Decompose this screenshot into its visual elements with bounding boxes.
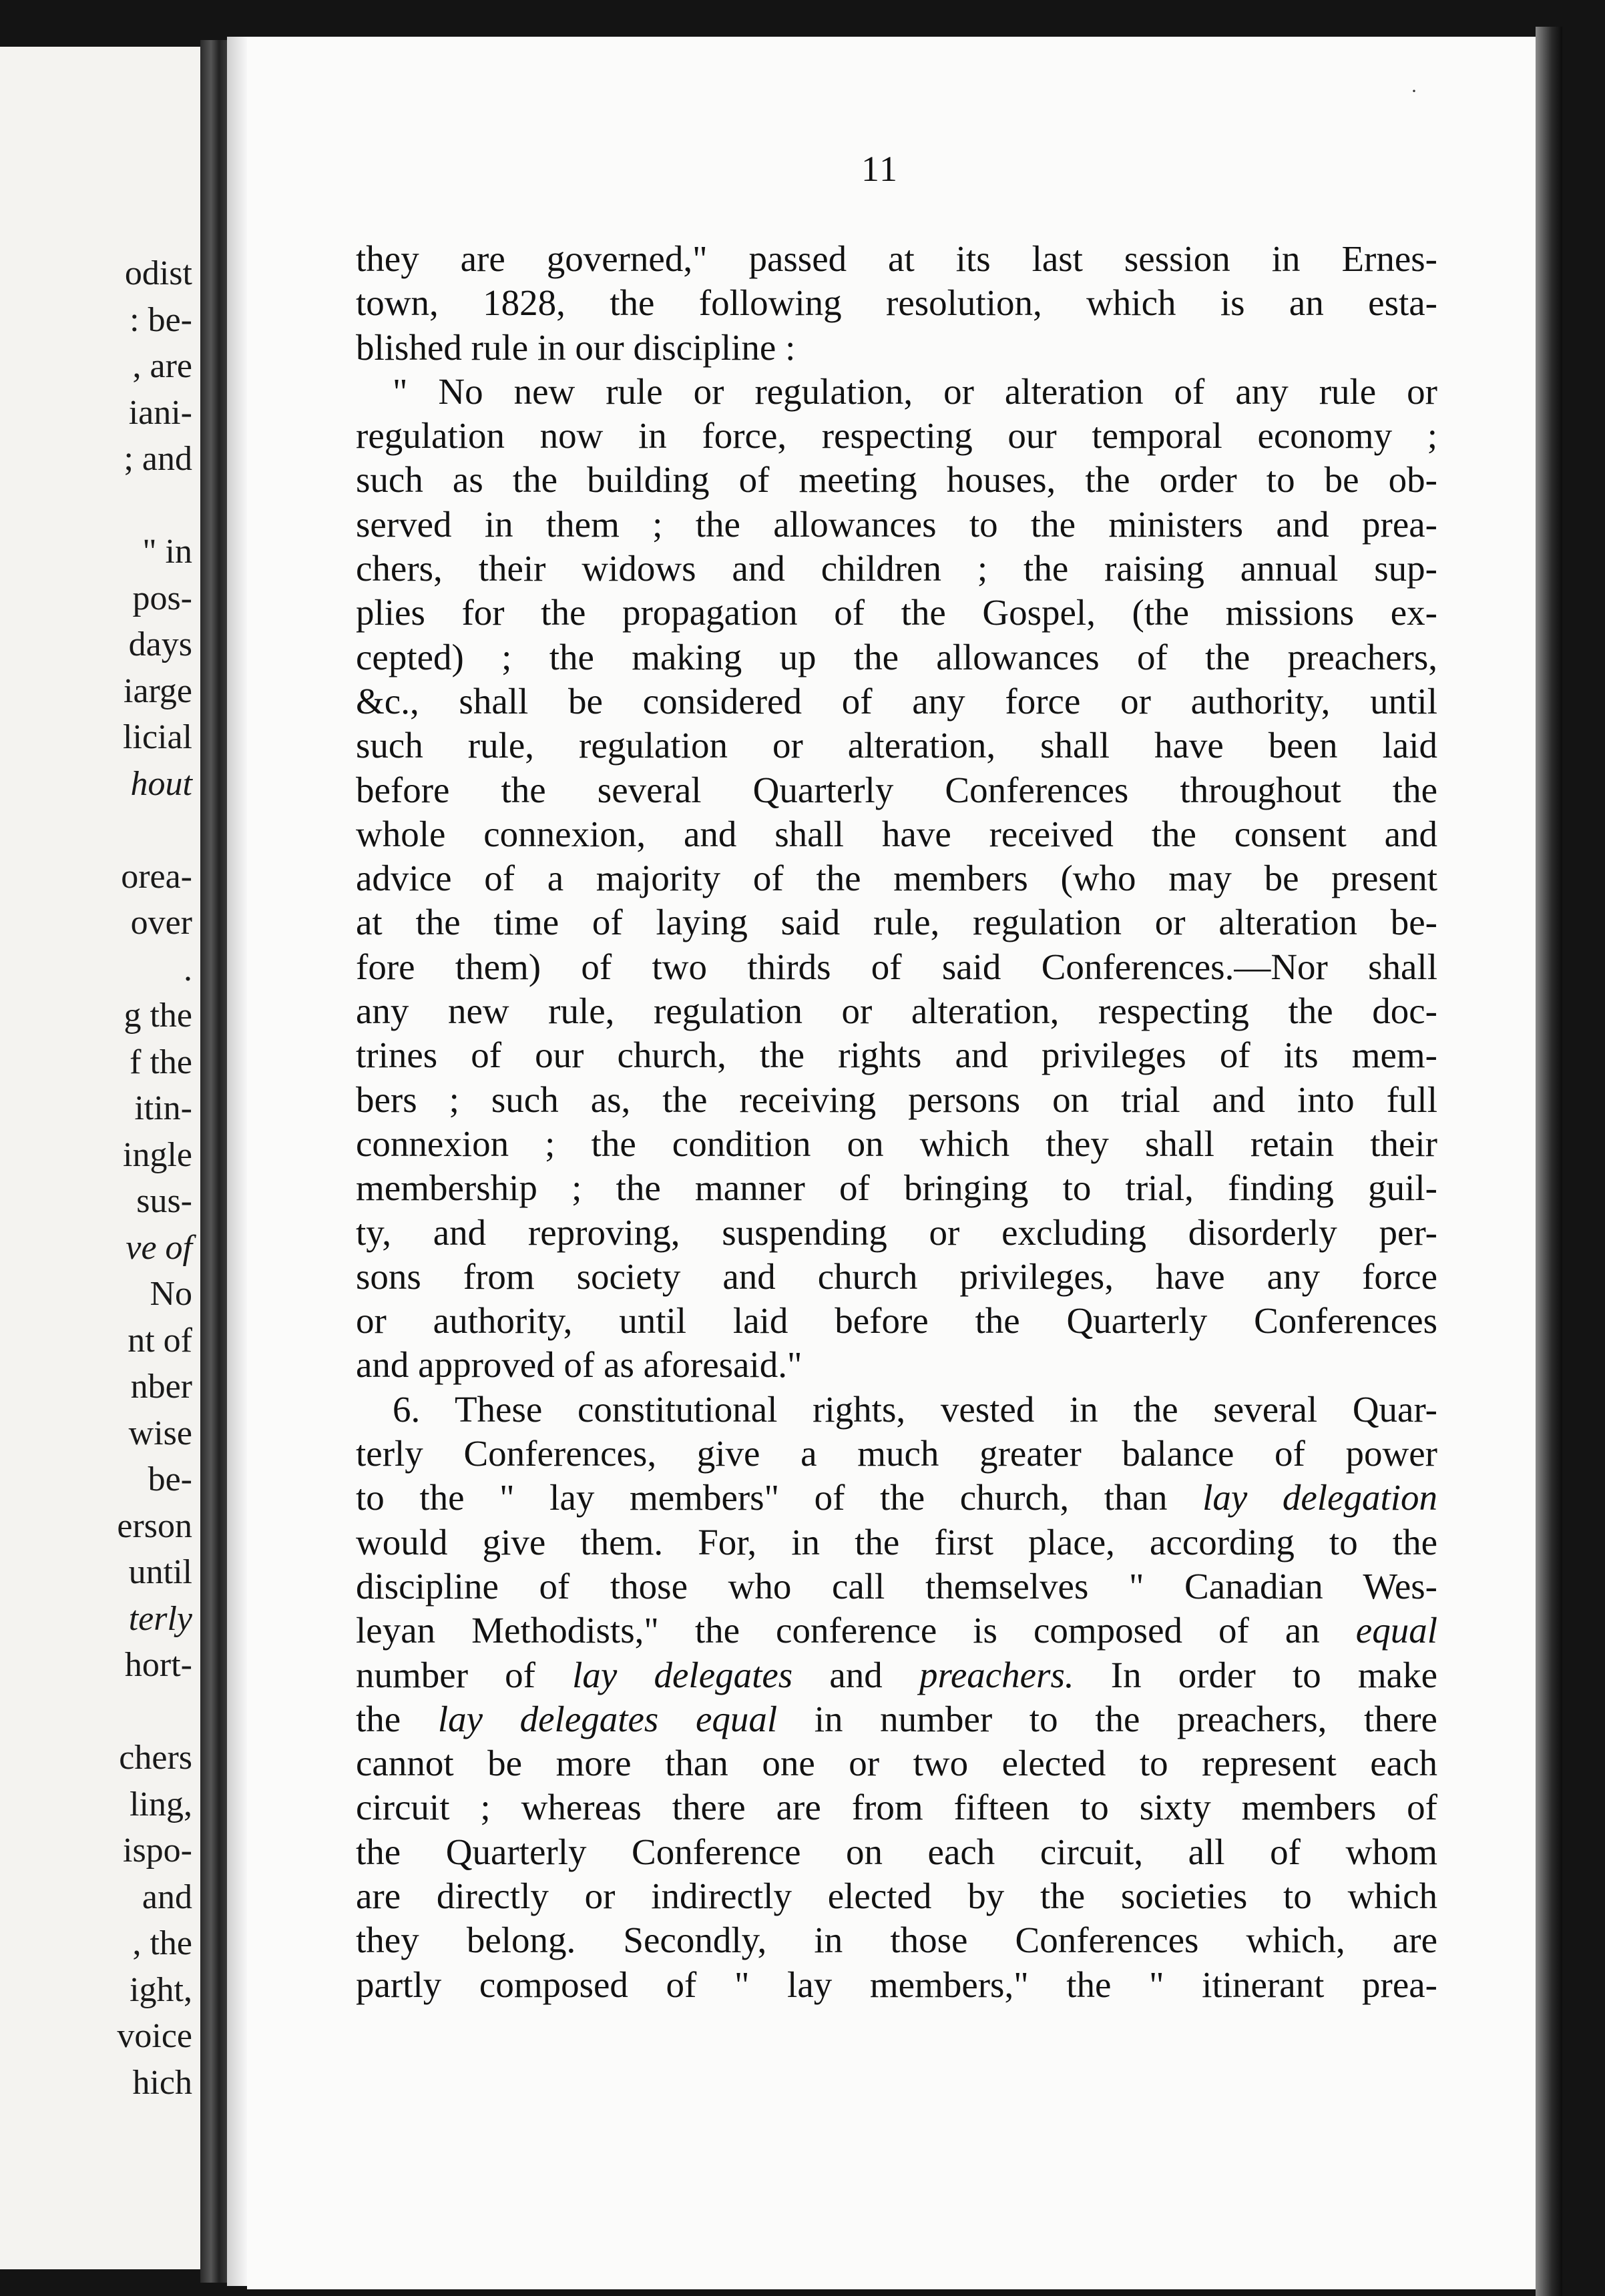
left-page-fragment: days bbox=[128, 625, 192, 663]
body-line-34: the lay delegates equal in number to the preachers, there bbox=[356, 1698, 1437, 1739]
left-page-fragment: and bbox=[142, 1878, 192, 1916]
body-line-1: they are governed," passed at its last session in Ernes- bbox=[356, 238, 1437, 279]
body-text bbox=[356, 237, 1437, 2007]
left-page-fragment: : be- bbox=[130, 300, 192, 339]
body-line-21: connexion ; the condition on which they shall retain their bbox=[356, 1123, 1437, 1164]
body-line-32: leyan Methodists," the conference is composed of an equal bbox=[356, 1610, 1437, 1651]
body-line-5: regulation now in force, respecting our temporal economy ; bbox=[356, 415, 1437, 457]
italic-phrase: equal bbox=[1355, 1610, 1437, 1651]
body-line-20: bers ; such as, the receiving persons on trial and into full bbox=[356, 1079, 1437, 1120]
left-page-fragment: , are bbox=[132, 347, 192, 385]
body-line-37: the Quarterly Conference on each circuit, all of whom bbox=[356, 1831, 1437, 1872]
body-line-24: sons from society and church privileges, have any force bbox=[356, 1255, 1437, 1297]
body-line-26: and approved of as aforesaid." bbox=[356, 1344, 802, 1386]
left-page-fragment: over bbox=[130, 904, 192, 942]
left-page-fragment: iani- bbox=[128, 393, 192, 432]
body-line-10: cepted) ; the making up the allowances of the preachers, bbox=[356, 636, 1437, 677]
body-line-28: terly Conferences, give a much greater balance of power bbox=[356, 1433, 1437, 1474]
left-page-fragment: be- bbox=[148, 1460, 192, 1498]
body-line-11: &c., shall be considered of any force or authority, until bbox=[356, 680, 1437, 722]
page-mark: · bbox=[1411, 80, 1417, 102]
body-line-27: 6. These constitutional rights, vested in the several Quar- bbox=[393, 1388, 1437, 1430]
left-page-fragment: ve of bbox=[126, 1228, 192, 1267]
body-line-18: any new rule, regulation or alteration, respecting the doc- bbox=[356, 990, 1437, 1032]
left-page-fragment: . bbox=[184, 950, 192, 988]
body-line-39: they belong. Secondly, in those Conferences which, are bbox=[356, 1920, 1437, 1961]
body-line-17: fore them) of two thirds of said Conferences.—Nor shall bbox=[356, 946, 1437, 987]
body-line-19: trines of our church, the rights and privileges of its mem- bbox=[356, 1035, 1437, 1076]
body-line-15: advice of a majority of the members (who may be present bbox=[356, 858, 1437, 899]
body-line-3: blished rule in our discipline : bbox=[356, 326, 796, 368]
left-page-fragment: " in bbox=[142, 533, 192, 571]
body-line-40: partly composed of " lay members," the " itinerant prea- bbox=[356, 1964, 1437, 2005]
body-line-16: at the time of laying said rule, regulation or alteration be- bbox=[356, 902, 1437, 943]
body-line-31: discipline of those who call themselves " Canadian Wes- bbox=[356, 1565, 1437, 1607]
left-page-fragment: wise bbox=[128, 1414, 192, 1452]
body-line-29: to the " lay members" of the church, than lay delegation bbox=[356, 1477, 1438, 1518]
left-page-fragment: hich bbox=[132, 2063, 192, 2102]
left-page-fragment: f the bbox=[130, 1043, 192, 1081]
body-line-9: plies for the propagation of the Gospel, (the missions ex- bbox=[356, 592, 1437, 633]
body-line-38: are directly or indirectly elected by the societies to which bbox=[356, 1875, 1437, 1916]
body-line-13: before the several Quarterly Conferences throughout the bbox=[356, 769, 1437, 810]
body-line-6: such as the building of meeting houses, the order to be ob- bbox=[356, 459, 1437, 501]
left-page-fragment: g the bbox=[124, 996, 192, 1035]
left-page-fragment: hort- bbox=[124, 1646, 192, 1684]
left-page-fragment: odist bbox=[124, 254, 192, 292]
left-page-fragment: terly bbox=[128, 1599, 192, 1638]
left-page-fragment: iarge bbox=[124, 671, 192, 710]
left-page-fragment: chers bbox=[119, 1739, 192, 1777]
left-page-fragment: ling, bbox=[130, 1785, 192, 1823]
body-line-35: cannot be more than one or two elected to represent each bbox=[356, 1743, 1437, 1784]
left-page-fragment: ight, bbox=[130, 1970, 192, 2009]
left-page-fragment: orea- bbox=[121, 857, 192, 896]
left-page-fragment: hout bbox=[130, 764, 192, 803]
italic-phrase: lay delegation bbox=[1202, 1477, 1438, 1518]
left-page-fragment: ingle bbox=[123, 1135, 192, 1174]
left-page-fragment: itin- bbox=[134, 1089, 192, 1127]
body-line-14: whole connexion, and shall have received the consent and bbox=[356, 813, 1437, 854]
left-page-fragment: ; and bbox=[124, 440, 192, 478]
left-page-fragment: pos- bbox=[132, 579, 192, 617]
left-page-fragment: voice bbox=[117, 2017, 192, 2055]
left-page-fragment: , the bbox=[132, 1924, 192, 1962]
body-line-30: would give them. For, in the first place, according to the bbox=[356, 1521, 1437, 1562]
left-page-fragment: nber bbox=[130, 1368, 192, 1406]
left-page-fragment: ispo- bbox=[123, 1831, 192, 1870]
left-page-fragment: until bbox=[128, 1553, 192, 1591]
gutter-shadow bbox=[227, 37, 247, 2286]
left-page-fragment: nt of bbox=[128, 1321, 192, 1360]
body-line-36: circuit ; whereas there are from fifteen to sixty members of bbox=[356, 1787, 1437, 1828]
italic-phrase: lay delegates equal bbox=[437, 1698, 778, 1739]
book-gutter bbox=[200, 40, 227, 2283]
page-number: 11 bbox=[861, 149, 899, 189]
body-line-33: number of lay delegates and preachers. In order to make bbox=[356, 1654, 1437, 1695]
body-line-7: served in them ; the allowances to the ministers and prea- bbox=[356, 503, 1437, 545]
left-page-fragment: erson bbox=[117, 1506, 192, 1545]
page-edge-shadow bbox=[1536, 27, 1562, 2296]
body-line-25: or authority, until laid before the Quarterly Conferences bbox=[356, 1300, 1437, 1342]
left-page-edge bbox=[0, 47, 200, 2269]
left-page-fragment: No bbox=[150, 1275, 192, 1313]
body-line-8: chers, their widows and children ; the raising annual sup- bbox=[356, 548, 1437, 589]
body-line-23: ty, and reproving, suspending or excluding disorderly per- bbox=[356, 1211, 1437, 1253]
body-line-4: " No new rule or regulation, or alteration of any rule or bbox=[393, 370, 1437, 412]
body-line-22: membership ; the manner of bringing to trial, finding guil- bbox=[356, 1167, 1437, 1209]
body-line-2: town, 1828, the following resolution, which is an esta- bbox=[356, 282, 1437, 324]
body-line-12: such rule, regulation or alteration, shall have been laid bbox=[356, 725, 1437, 766]
left-page-fragment: licial bbox=[123, 718, 192, 756]
italic-phrase: preachers. bbox=[919, 1654, 1074, 1695]
italic-phrase: lay delegates bbox=[572, 1654, 793, 1695]
left-page-fragment: sus- bbox=[136, 1182, 192, 1220]
